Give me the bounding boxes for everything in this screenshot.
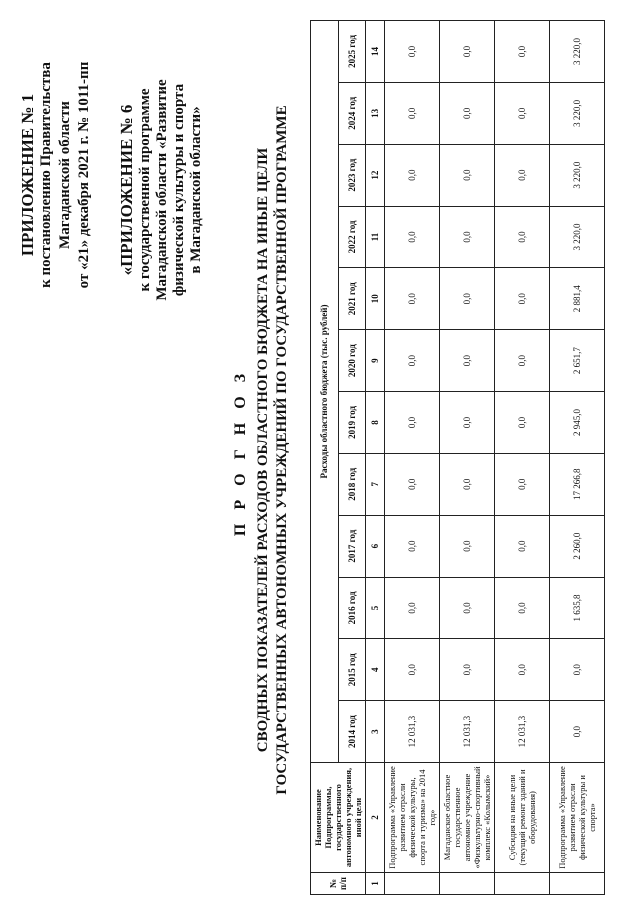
value-cell: 0,0 [495, 268, 550, 330]
value-cell: 0,0 [495, 21, 550, 83]
value-cell: 0,0 [495, 453, 550, 515]
value-cell: 0,0 [550, 701, 605, 763]
appendix-6-line: к государственной программе [137, 88, 153, 292]
table-row [495, 21, 550, 895]
value-cell: 0,0 [440, 639, 495, 701]
value-cell: 2 260,0 [550, 515, 605, 577]
header-number: № п/п [311, 873, 366, 895]
row-number-cell [550, 873, 605, 895]
column-number: 8 [366, 392, 385, 454]
value-cell: 0,0 [385, 453, 440, 515]
header-name: Наименование Подпрограммы, государственного автономного учреждения, иной цели [311, 763, 366, 873]
header-year: 2019 год [338, 392, 366, 454]
appendix-6-line: физической культуры и спорта [171, 83, 187, 297]
header-year: 2022 год [338, 206, 366, 268]
value-cell: 0,0 [385, 144, 440, 206]
header-year: 2018 год [338, 453, 366, 515]
appendix-6-line: Магаданской области «Развитие [154, 79, 170, 301]
value-cell: 0,0 [495, 144, 550, 206]
row-name-cell: Подпрограмма «Управление развитием отрасли физической культуры и спорта» [550, 763, 605, 873]
column-number: 7 [366, 453, 385, 515]
value-cell: 0,0 [440, 82, 495, 144]
header-year: 2016 год [338, 577, 366, 639]
row-name-cell: Подпрограмма «Управление развитием отрасли физической культуры, спорта и туризма» на 2014 год» [385, 763, 440, 873]
column-number: 14 [366, 21, 385, 83]
value-cell: 2 651,7 [550, 330, 605, 392]
value-cell: 0,0 [385, 206, 440, 268]
row-number-cell [440, 873, 495, 895]
value-cell: 17 266,8 [550, 453, 605, 515]
value-cell: 3 220,0 [550, 21, 605, 83]
value-cell: 0,0 [495, 515, 550, 577]
document-subtitle [254, 25, 292, 875]
value-cell: 0,0 [440, 515, 495, 577]
header-year: 2024 год [338, 82, 366, 144]
appendix-1-line: Магаданской области [57, 101, 73, 249]
value-cell: 0,0 [385, 392, 440, 454]
column-number: 6 [366, 515, 385, 577]
value-cell: 0,0 [495, 392, 550, 454]
header-year: 2021 год [338, 268, 366, 330]
value-cell: 0,0 [495, 206, 550, 268]
table-row [550, 21, 605, 895]
column-number: 3 [366, 701, 385, 763]
column-number: 11 [366, 206, 385, 268]
value-cell: 0,0 [440, 21, 495, 83]
row-name-cell: Субсидия на иные цели (текущий ремонт зданий и оборудования) [495, 763, 550, 873]
value-cell: 0,0 [440, 392, 495, 454]
value-cell: 3 220,0 [550, 206, 605, 268]
table-row [385, 21, 440, 895]
value-cell: 0,0 [440, 206, 495, 268]
header-year: 2020 год [338, 330, 366, 392]
header-year: 2015 год [338, 639, 366, 701]
value-cell: 0,0 [440, 577, 495, 639]
column-number: 2 [366, 763, 385, 873]
value-cell: 0,0 [495, 330, 550, 392]
appendix-1-line: от «21» декабря 2021 г. № 1011-пп [76, 61, 92, 289]
column-number: 1 [366, 873, 385, 895]
value-cell: 1 635,8 [550, 577, 605, 639]
value-cell: 12 031,3 [440, 701, 495, 763]
value-cell: 0,0 [385, 577, 440, 639]
value-cell: 0,0 [495, 577, 550, 639]
column-number: 9 [366, 330, 385, 392]
header-expenses-group: Расходы областного бюджета (тыс. рублей) [311, 21, 339, 763]
column-number: 13 [366, 82, 385, 144]
value-cell: 0,0 [385, 21, 440, 83]
column-number: 12 [366, 144, 385, 206]
value-cell: 0,0 [385, 515, 440, 577]
appendix-1-title: ПРИЛОЖЕНИЕ № 1 [18, 93, 37, 257]
value-cell: 2 945,0 [550, 392, 605, 454]
appendix-1-line: к постановлению Правительства [38, 62, 54, 288]
value-cell: 0,0 [385, 330, 440, 392]
value-cell: 0,0 [440, 453, 495, 515]
column-number: 4 [366, 639, 385, 701]
appendix-1-header [18, 10, 94, 340]
document-title: П Р О Г Н О З [232, 368, 249, 537]
row-number-cell [495, 873, 550, 895]
header-year: 2017 год [338, 515, 366, 577]
value-cell: 12 031,3 [495, 701, 550, 763]
value-cell: 0,0 [385, 268, 440, 330]
table-row [440, 21, 495, 895]
value-cell: 0,0 [440, 330, 495, 392]
value-cell: 0,0 [440, 268, 495, 330]
column-number: 5 [366, 577, 385, 639]
value-cell: 2 881,4 [550, 268, 605, 330]
value-cell: 12 031,3 [385, 701, 440, 763]
value-cell: 0,0 [385, 639, 440, 701]
header-year: 2014 год [338, 701, 366, 763]
appendix-6-line: в Магаданской области» [188, 106, 204, 274]
budget-table [310, 20, 605, 895]
header-year: 2023 год [338, 144, 366, 206]
value-cell: 0,0 [550, 639, 605, 701]
appendix-6-title: «ПРИЛОЖЕНИЕ № 6 [117, 104, 136, 276]
row-number-cell [385, 873, 440, 895]
value-cell: 3 220,0 [550, 144, 605, 206]
column-number: 10 [366, 268, 385, 330]
subtitle-line: ГОСУДАРСТВЕННЫХ АВТОНОМНЫХ УЧРЕЖДЕНИЙ ПО ГОСУДАРСТВЕННОЙ ПРОГРАММЕ [274, 105, 290, 795]
appendix-6-header [118, 40, 205, 340]
subtitle-line: СВОДНЫХ ПОКАЗАТЕЛЕЙ РАСХОДОВ ОБЛАСТНОГО БЮДЖЕТА НА ИНЫЕ ЦЕЛИ [255, 147, 271, 753]
value-cell: 0,0 [385, 82, 440, 144]
row-name-cell: Магаданское областное государственное автономное учреждение «Физкультурно-спортивный комплекс «Колымский» [440, 763, 495, 873]
table-body [385, 21, 605, 895]
header-year: 2025 год [338, 21, 366, 83]
value-cell: 0,0 [495, 82, 550, 144]
value-cell: 0,0 [495, 639, 550, 701]
value-cell: 0,0 [440, 144, 495, 206]
value-cell: 3 220,0 [550, 82, 605, 144]
column-numbers-row [366, 21, 385, 895]
